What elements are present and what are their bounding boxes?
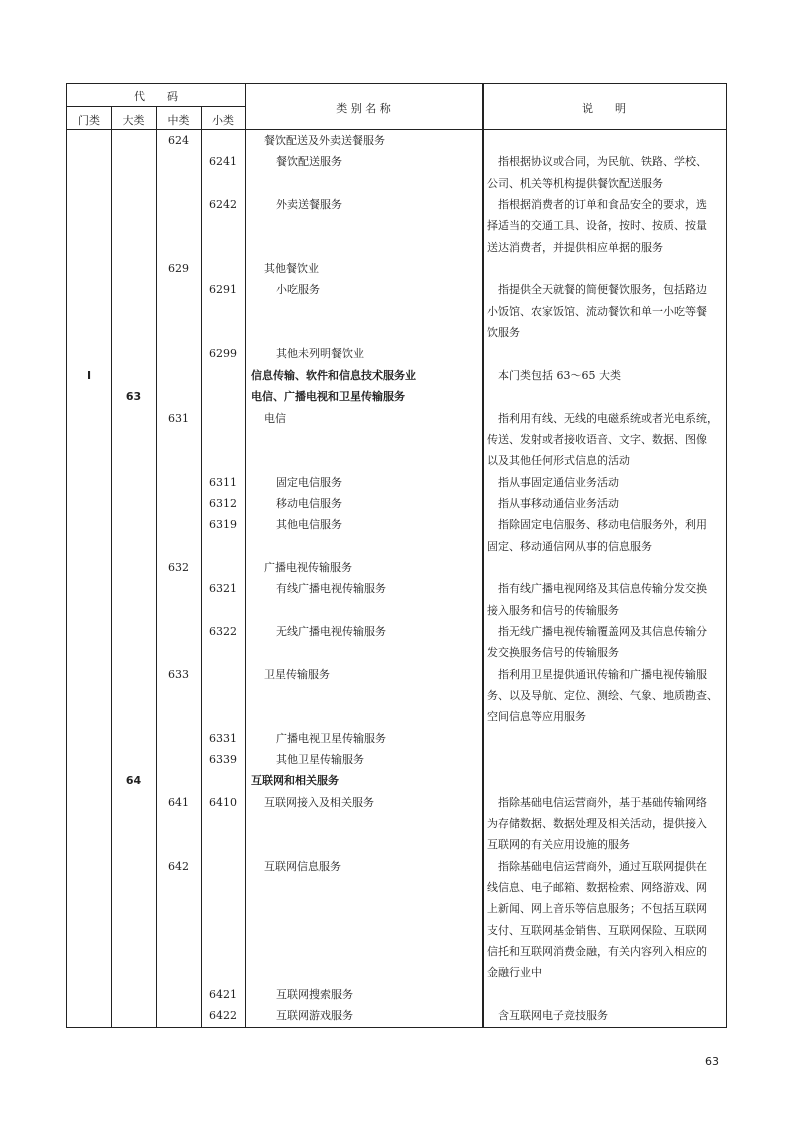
description-line: 以及其他任何形式信息的活动 <box>487 454 630 468</box>
table-row <box>67 472 726 493</box>
description <box>487 194 727 258</box>
description-line: 务、以及导航、定位、测绘、气象、地质勘查、 <box>487 688 718 702</box>
xiao-code: 6331 <box>209 731 237 745</box>
category-name: 电信、广播电视和卫星传输服务 <box>251 390 405 404</box>
header-zhong: 中类 <box>167 114 190 127</box>
description-line: 传送、发射或者接收语音、文字、数据、图像 <box>487 432 707 446</box>
description-line: 指提供全天就餐的简便餐饮服务，包括路边 <box>498 283 707 297</box>
xiao-code: 6241 <box>209 155 237 169</box>
description-line: 指除基础电信运营商外，通过互联网提供在 <box>498 859 707 873</box>
description-line: 指从事固定通信业务活动 <box>498 475 619 489</box>
description <box>487 408 727 472</box>
table-row <box>67 514 726 557</box>
description-line: 本门类包括 63～65 大类 <box>498 368 621 382</box>
table-row <box>67 386 726 407</box>
description-line: 小饭馆、农家饭馆、流动餐饮和单一小吃等餐 <box>487 304 707 318</box>
description-line: 指利用有线、无线的电磁系统或者光电系统， <box>498 411 718 425</box>
da-code: 63 <box>125 390 142 404</box>
description <box>487 664 727 728</box>
table-body <box>67 130 726 1027</box>
table-row <box>67 365 726 386</box>
divider <box>201 107 202 129</box>
description-line: 指有线广播电视网络及其信息传输分发交换 <box>498 582 707 596</box>
xiao-code: 6299 <box>209 347 237 361</box>
header-name: 类 别 名 称 <box>336 102 391 115</box>
category-name: 互联网游戏服务 <box>276 1009 353 1023</box>
category-name: 其他电信服务 <box>276 518 342 532</box>
zhong-code: 641 <box>168 795 189 809</box>
divider <box>111 107 112 129</box>
table-row <box>67 856 726 984</box>
zhong-code: 632 <box>168 560 189 574</box>
description-line: 指根据协议或合同，为民航、铁路、学校、 <box>498 155 707 169</box>
table-row <box>67 792 726 856</box>
xiao-code: 6321 <box>209 582 237 596</box>
description-line: 接入服务和信号的传输服务 <box>487 603 619 617</box>
zhong-code: 624 <box>168 134 189 147</box>
category-name: 广播电视卫星传输服务 <box>276 731 386 745</box>
description <box>487 856 727 984</box>
xiao-code: 6422 <box>209 1009 237 1023</box>
divider <box>245 84 246 129</box>
table-row <box>67 621 726 664</box>
zhong-code: 633 <box>168 667 189 681</box>
zhong-code: 642 <box>168 859 189 873</box>
header-men: 门类 <box>78 114 100 127</box>
header-desc: 说 明 <box>582 102 626 115</box>
description-line: 金融行业中 <box>487 966 542 980</box>
description-line: 信托和互联网消费金融，有关内容列入相应的 <box>487 945 707 959</box>
description-line: 空间信息等应用服务 <box>487 710 586 724</box>
category-name: 餐饮配送及外卖送餐服务 <box>264 134 385 147</box>
description <box>487 578 727 621</box>
table-row <box>67 664 726 728</box>
table-row <box>67 728 726 749</box>
xiao-code: 6322 <box>209 624 237 638</box>
category-name: 有线广播电视传输服务 <box>276 582 386 596</box>
table-row <box>67 194 726 258</box>
table-row <box>67 1005 726 1026</box>
xiao-code: 6421 <box>209 987 237 1001</box>
header-code: 代 码 <box>134 90 178 103</box>
description <box>487 792 727 856</box>
category-name: 互联网信息服务 <box>264 859 341 873</box>
description <box>487 493 727 514</box>
category-name: 无线广播电视传输服务 <box>276 624 386 638</box>
description-line: 指根据消费者的订单和食品安全的要求，选 <box>498 198 707 212</box>
page-number: 63 <box>705 1055 719 1068</box>
category-name: 广播电视传输服务 <box>264 560 352 574</box>
category-name: 小吃服务 <box>276 283 320 297</box>
category-name: 外卖送餐服务 <box>276 198 342 212</box>
description <box>487 1005 727 1026</box>
description-line: 指利用卫星提供通讯传输和广播电视传输服 <box>498 667 707 681</box>
description-line: 择适当的交通工具、设备，按时、按质、按量 <box>487 219 707 233</box>
table-row <box>67 279 726 343</box>
men-code: I <box>86 368 92 382</box>
divider <box>482 84 484 129</box>
description-line: 上新闻、网上音乐等信息服务；不包括互联网 <box>487 902 707 916</box>
zhong-code: 631 <box>168 411 189 425</box>
description-line: 饮服务 <box>487 326 520 340</box>
header-xiao: 小类 <box>212 114 234 127</box>
da-code: 64 <box>125 774 142 788</box>
table-row <box>67 343 726 364</box>
description-line: 指除固定电信服务、移动电信服务外，利用 <box>498 518 707 532</box>
table-row <box>67 770 726 791</box>
description <box>487 279 727 343</box>
xiao-code: 6242 <box>209 198 237 212</box>
table-row <box>67 578 726 621</box>
category-name: 移动电信服务 <box>276 496 342 510</box>
description-line: 固定、移动通信网从事的信息服务 <box>487 539 652 553</box>
table-header <box>67 84 726 130</box>
xiao-code: 6410 <box>209 795 237 809</box>
description-line: 线信息、电子邮箱、数据检索、网络游戏、网 <box>487 881 707 895</box>
category-name: 固定电信服务 <box>276 475 342 489</box>
table-row <box>67 258 726 279</box>
category-name: 电信 <box>264 411 286 425</box>
table-row <box>67 408 726 472</box>
description-line: 支付、互联网基金销售、互联网保险、互联网 <box>487 923 707 937</box>
divider <box>156 107 157 129</box>
category-name: 其他卫星传输服务 <box>276 753 364 767</box>
description <box>487 472 727 493</box>
table-row <box>67 493 726 514</box>
table-row <box>67 749 726 770</box>
description-line: 指除基础电信运营商外，基于基础传输网络 <box>498 795 707 809</box>
xiao-code: 6339 <box>209 753 237 767</box>
description <box>487 151 727 194</box>
category-name: 互联网接入及相关服务 <box>264 795 374 809</box>
category-name: 互联网搜索服务 <box>276 987 353 1001</box>
description-line: 指从事移动通信业务活动 <box>498 496 619 510</box>
category-name: 卫星传输服务 <box>264 667 330 681</box>
xiao-code: 6311 <box>209 475 237 489</box>
xiao-code: 6291 <box>209 283 237 297</box>
table-row <box>67 557 726 578</box>
description <box>487 514 727 557</box>
category-name: 餐饮配送服务 <box>276 155 342 169</box>
description <box>487 621 727 664</box>
table-row <box>67 984 726 1005</box>
category-name: 其他未列明餐饮业 <box>276 347 364 361</box>
xiao-code: 6312 <box>209 496 237 510</box>
description-line: 含互联网电子竞技服务 <box>498 1009 608 1023</box>
description-line: 发交换服务信号的传输服务 <box>487 646 619 660</box>
category-name: 其他餐饮业 <box>264 262 319 276</box>
xiao-code: 6319 <box>209 518 237 532</box>
category-name: 互联网和相关服务 <box>251 774 339 788</box>
category-name: 信息传输、软件和信息技术服务业 <box>251 368 416 382</box>
description-line: 送达消费者，并提供相应单据的服务 <box>487 240 663 254</box>
description-line: 互联网的有关应用设施的服务 <box>487 838 630 852</box>
classification-table <box>66 83 727 1028</box>
description <box>487 365 727 386</box>
header-da: 大类 <box>122 114 145 127</box>
description-line: 为存储数据、数据处理及相关活动，提供接入 <box>487 817 707 831</box>
zhong-code: 629 <box>168 262 189 276</box>
table-row <box>67 151 726 194</box>
description-line: 公司、机关等机构提供餐饮配送服务 <box>487 176 663 190</box>
table-row <box>67 130 726 151</box>
description-line: 指无线广播电视传输覆盖网及其信息传输分 <box>498 624 707 638</box>
